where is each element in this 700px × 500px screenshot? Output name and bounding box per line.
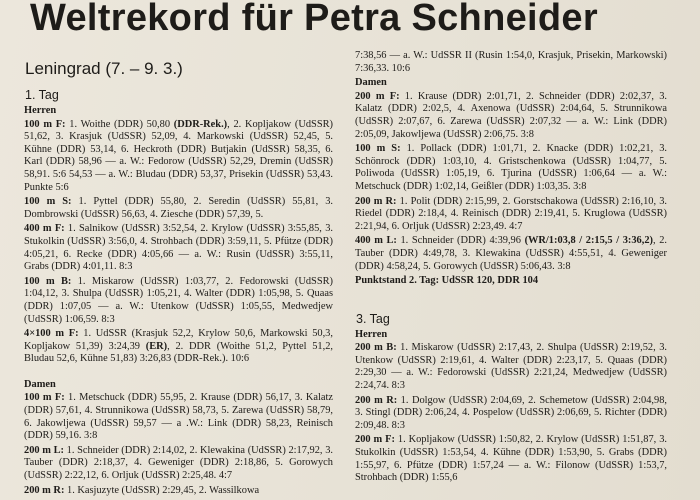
damen-results [24,392,333,497]
result-text: 1. Dolgow (UdSSR) 2:04,69, 2. Schemetow (UdSSR) 2:04,98, 3. Stingl (DDR) 2:06,24, 4. Pospelow (UdSSR) 2:06,69, 5. Richter (DDR) 2:09,48. 8:3 [355,394,667,431]
result-text: 1. Woithe (DDR) 50,80 [65,118,174,130]
result-text: 1. Pollack (DDR) 1:01,71, 2. Knacke (DDR) 1:02,21, 3. Schönrock (DDR) 1:03,10, 4. Gristschenkowa (UdSSR) 1:04,77, 5. Poliwoda (UdSSR) 1:05,19, 6. Tjurina (UdSSR) 1:06,64 — a. W.: Metschuck (DDR) 1:02,14, Geißler (DDR) 1:03,35. 3:8 [355,143,667,192]
headline: Weltrekord für Petra Schneider [30,0,598,39]
result-entry [355,196,667,234]
result-text: 1. Schneider (DDR) 2:14,02, 2. Klewakina (UdSSR) 2:17,92, 3. Tauber (DDR) 2:18,37, 4. Geweniger (DDR) 2:18,86, 5. Gorowych (UdSSR) 2:22,12, 6. Orljuk (UdSSR) 2:25,48. 4:7 [24,444,333,482]
result-entry [24,392,333,442]
result-text: 1. Kopljakow (UdSSR) 1:50,82, 2. Krylow (UdSSR) 1:51,87, 3. Stukolkin (UdSSR) 1:53,54, 4. Kühne (DDR) 1:53,90, 5. Grabs (DDR) 1:55,97, 6. Pfütze (DDR) 1:57,24 — a. W.: Filonow (UdSSR) 1:53,7, Strohbach (DDR) 1:55,6 [355,434,668,484]
result-text: 1. Schneider (DDR) 4:39,96 [396,235,525,247]
event-label: 200 m F: [355,434,395,446]
result-entry [24,485,333,498]
event-label: 200 m B: [355,342,397,354]
event-label: 100 m S: [355,143,401,155]
record-note: (DDR-Rek.) [173,118,228,130]
result-entry [24,328,333,366]
event-label: 4×100 m F: [24,328,79,340]
result-entry [24,276,333,326]
result-entry [355,235,667,273]
result-entry [355,342,667,392]
result-text-rest: , 2. Tauber (DDR) 4:49,78, 3. Klewakina (UdSSR) 4:55,51, 4. Geweniger (DDR) 4:58,24, 5. Gorowych (UdSSR) 5:06,43. 3:8 [355,235,667,272]
result-text: 1. Metschuck (DDR) 55,95, 2. Krause (DDR) 56,17, 3. Kalatz (DDR) 57,61, 4. Strunnikowa (UdSSR) 58,73, 5. Zarewa (UdSSR) 58,79, 6. Jakowljewa (UdSSR) 59,57 — a .W.: Link (DDR) 58,23, Reinisch (DDR) 59,16. 3:8 [24,392,334,442]
damen-results-day2 [355,91,667,273]
result-text: 1. Salnikow (UdSSR) 3:52,54, 2. Krylow (UdSSR) 3:55,85, 3. Stukolkin (UdSSR) 3:56,0, 4. Strohbach (DDR) 3:59,11, 5. Pfütze (DDR) 4:05,21, 6. Recke (DDR) 4:05,66 — a. W.: Rusin (UdSSR) 3:55,11, Grabs (DDR) 4:01,11. 8:3 [24,223,333,273]
right-column [355,50,667,487]
result-text-rest: , 2. DDR (Woithe 51,2, Pyttel 51,2, Bludau 52,6, Kühne 51,83) 3:26,83 (DDR-Rek.). 10:6 [24,340,333,365]
result-entry [355,143,667,193]
result-entry [355,395,667,433]
city-dates: Leningrad (7. – 9. 3.) [25,59,183,78]
event-label: 200 m L: [24,444,64,456]
result-entry [355,91,667,141]
result-entry [24,223,333,273]
herren-results [24,119,333,366]
event-label: 200 m R: [355,195,397,207]
damen-label: Damen [24,378,56,390]
herren-label-day3: Herren [355,328,388,340]
result-text: 1. Miskarow (UdSSR) 1:03,77, 2. Fedorowski (UdSSR) 1:04,12, 3. Shulpa (UdSSR) 1:05,21, 4. Walter (DDR) 1:05,98, 5. Quaas (DDR) 1:07,05 — a. W.: Utenkow (UdSSR) 1:05,55, Medwedjew (UdSSR) 1:06,59. 8:3 [24,275,334,325]
record-note: (ER) [145,340,168,352]
event-label: 200 m R: [355,394,398,406]
event-label: 100 m F: [24,118,66,130]
record-note: (WR/1:03,8 / 2:15,5 / 3:36,2) [524,235,653,247]
result-entry [24,445,333,483]
left-column [24,58,333,499]
result-text: 1. Miskarow (UdSSR) 2:17,43, 2. Shulpa (UdSSR) 2:19,52, 3. Utenkow (UdSSR) 2:19,61, 4. Walter (DDR) 2:23,17, 5. Quaas (DDR) 2:29,30 — a. W.: Fedorowski (UdSSR) 2:21,24, Medwedjew (UdSSR) 2:24,74. 8:3 [355,342,668,392]
result-text: 1. UdSSR (Krasjuk 52,2, Krylow 50,6, Markowski 50,3, Kopljakow 51,39) 3:24,39 [24,328,333,352]
event-label: 100 m B: [24,275,72,287]
result-text: 1. Pyttel (DDR) 55,80, 2. Seredin (UdSSR) 55,81, 3. Dombrowski (UdSSR) 56,63, 4. Ziesche (DDR) 57,39, 5. [24,196,333,220]
result-text: 1. Kasjuzyte (UdSSR) 2:29,45, 2. Wassilkowa [64,484,260,496]
result-entry [355,434,667,484]
event-label: 100 m F: [24,392,65,404]
result-entry [24,119,333,195]
result-text: 1. Polit (DDR) 2:15,99, 2. Gorstschakowa (UdSSR) 2:16,10, 3. Riedel (DDR) 2:18,4, 4. Reinisch (DDR) 2:19,41, 5. Kruglowa (UdSSR) 2:21,94, 6. Orljuk (UdSSR) 2:23,49. 4:7 [355,195,667,232]
continued-result: 7:38,56 — a. W.: UdSSR II (Rusin 1:54,0, Krasjuk, Prisekin, Markowski) 7:36,33. 10:6 [355,50,667,74]
herren-label: Herren [24,105,57,116]
event-label: 400 m L: [355,235,397,247]
result-entry [24,196,333,221]
event-label: 400 m F: [24,223,65,235]
event-label: 200 m F: [355,90,400,102]
event-label: 100 m S: [24,196,72,208]
damen-label-day2: Damen [355,77,387,89]
event-label: 200 m R: [24,484,65,496]
result-text-rest: , 2. Kopljakow (UdSSR) 51,62, 3. Krasjuk (UdSSR) 52,09, 4. Markowski (UdSSR) 52,45, 5. Kühne (DDR) 53,14, 6. Heckroth (DDR) Butjakin (UdSSR) 58,35, 6. Karl (DDR) 58,96 — a. W.: Fedorow (UdSSR) 52,29, Dremin (UdSSR) 58,91. 5:6 54,53 — a. W.: Bludau (DDR) 53,37, Prisekin (UdSSR) 53,43. Punkte 5:6 [24,118,333,193]
day1-title: 1. Tag [25,88,59,102]
herren-results-day3 [355,342,667,485]
standings: Punktstand 2. Tag: UdSSR 120, DDR 104 [355,275,539,287]
day3-title: 3. Tag [356,311,390,326]
result-text: 1. Krause (DDR) 2:01,71, 2. Schneider (DDR) 2:02,37, 3. Kalatz (DDR) 2:02,5, 4. Axenowa (UdSSR) 2:04,64, 5. Strunnikowa (UdSSR) 2:07,67, 6. Zarewa (UdSSR) 2:07,32 — a. W.: Link (DDR) 2:05,09, Jakowljewa (UdSSR) 2:06,75. 3:8 [355,90,667,140]
